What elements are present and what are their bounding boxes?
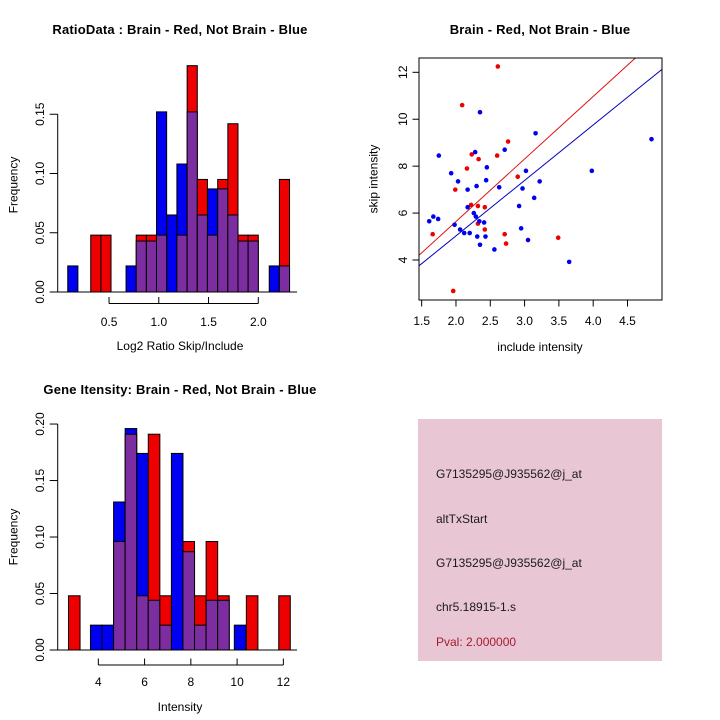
scatter-point bbox=[495, 153, 500, 158]
fit-lines-group bbox=[419, 57, 662, 266]
y-tick-label: 6 bbox=[396, 209, 410, 217]
histogram-bar bbox=[91, 235, 101, 292]
scatter-ylabel: skip intensity bbox=[366, 144, 381, 214]
histogram-bar-overlap bbox=[218, 189, 228, 292]
histogram-bar-overlap bbox=[195, 625, 207, 650]
scatter-point bbox=[532, 196, 537, 201]
scatter-point bbox=[453, 187, 458, 192]
histogram-bar-overlap bbox=[183, 552, 195, 650]
pval-line: Pval: 2.000000 bbox=[436, 635, 517, 649]
scatter-point bbox=[496, 64, 501, 69]
histogram-bar-overlap bbox=[160, 625, 172, 650]
histogram-bar-overlap bbox=[146, 241, 156, 292]
histogram-bar-overlap bbox=[136, 241, 146, 292]
y-tick-label: 0.15 bbox=[33, 102, 47, 126]
scatter-point bbox=[483, 234, 488, 239]
scatter-point bbox=[451, 289, 456, 294]
scatter-point bbox=[526, 238, 531, 243]
scatter-title: Brain - Red, Not Brain - Blue bbox=[449, 22, 631, 37]
scatter-point bbox=[537, 179, 542, 184]
scatter-point bbox=[556, 235, 561, 240]
histogram-bar bbox=[246, 596, 258, 650]
scatter-point bbox=[449, 171, 454, 176]
scatter-point bbox=[474, 184, 479, 189]
x-tick-label: 0.5 bbox=[100, 315, 118, 329]
x-tick-label: 3.5 bbox=[550, 314, 568, 328]
x-tick-label: 12 bbox=[276, 675, 291, 689]
histogram-bar-overlap bbox=[206, 600, 218, 650]
scatter-point bbox=[465, 205, 470, 210]
histogram-bar-overlap bbox=[248, 241, 258, 292]
scatter-point bbox=[485, 165, 490, 170]
x-tick-label: 4.5 bbox=[619, 314, 636, 328]
info-panel bbox=[418, 419, 662, 661]
y-tick-label: 12 bbox=[396, 65, 410, 79]
location-line: chr5.18915-1.s bbox=[436, 600, 517, 614]
x-tick-label: 2.0 bbox=[249, 315, 267, 329]
scatter-point bbox=[506, 139, 511, 144]
y-tick-label: 8 bbox=[396, 162, 410, 170]
scatter-point bbox=[533, 131, 538, 136]
y-tick-label: 0.10 bbox=[33, 525, 47, 549]
scatter-point bbox=[519, 226, 524, 231]
scatter-point bbox=[649, 137, 654, 142]
x-tick-label: 4 bbox=[94, 675, 102, 689]
scatter-point bbox=[567, 260, 572, 265]
scatter-point bbox=[477, 219, 482, 224]
scatter-point bbox=[484, 178, 489, 183]
x-tick-label: 1.5 bbox=[413, 314, 431, 328]
scatter-point bbox=[504, 241, 509, 246]
scatter-point bbox=[462, 231, 467, 236]
histogram-bar bbox=[126, 266, 136, 292]
gene-histogram-title: Gene Itensity: Brain - Red, Not Brain - Blue bbox=[43, 382, 317, 397]
x-tick-label: 6 bbox=[141, 675, 148, 689]
histogram-bar bbox=[68, 266, 78, 292]
histogram-bar-overlap bbox=[279, 266, 289, 292]
gene-intensity-histogram-chart bbox=[0, 360, 360, 720]
y-tick-label: 0.00 bbox=[33, 280, 47, 304]
scatter-xlabel: include intensity bbox=[497, 340, 583, 354]
scatter-point bbox=[502, 147, 507, 152]
histogram-bar-overlap bbox=[156, 235, 166, 292]
scatter-point bbox=[502, 232, 507, 237]
scatter-point bbox=[460, 103, 465, 108]
event-type-line: altTxStart bbox=[436, 512, 488, 526]
scatter-point bbox=[456, 179, 461, 184]
histogram-bar-overlap bbox=[207, 235, 217, 292]
intensity-scatter-chart bbox=[360, 0, 720, 360]
ratio-histogram-title: RatioData : Brain - Red, Not Brain - Blue bbox=[52, 22, 308, 37]
scatter-point bbox=[465, 187, 470, 192]
y-tick-label: 4 bbox=[396, 256, 410, 264]
histogram-bar bbox=[101, 235, 111, 292]
y-tick-label: 10 bbox=[396, 112, 410, 126]
probe-id-line-2: G7135295@J935562@j_at bbox=[436, 556, 582, 570]
histogram-bar bbox=[234, 625, 246, 650]
gene-histogram-xlabel: Intensity bbox=[157, 700, 203, 714]
x-tick-label: 3.0 bbox=[516, 314, 533, 328]
scatter-point bbox=[482, 227, 487, 232]
probe-id-line: G7135295@J935562@j_at bbox=[436, 467, 582, 481]
histogram-bar-overlap bbox=[218, 600, 230, 650]
scatter-point bbox=[520, 186, 525, 191]
histogram-bar bbox=[90, 625, 102, 650]
scatter-point bbox=[492, 247, 497, 252]
y-tick-label: 0.05 bbox=[33, 221, 47, 245]
x-tick-label: 1.5 bbox=[200, 315, 217, 329]
brain-fit-line bbox=[419, 57, 636, 255]
x-tick-label: 8 bbox=[187, 675, 195, 689]
scatter-point bbox=[430, 232, 435, 237]
scatter-point bbox=[458, 227, 463, 232]
histogram-bar bbox=[269, 266, 279, 292]
x-tick-label: 2.5 bbox=[481, 314, 499, 328]
ratio-histogram-chart bbox=[0, 0, 360, 360]
scatter-point bbox=[482, 205, 487, 210]
histogram-bar bbox=[171, 453, 183, 650]
gene-histogram-ylabel: Frequency bbox=[6, 508, 21, 566]
scatter-point bbox=[436, 217, 441, 222]
histogram-bar bbox=[279, 596, 291, 650]
scatter-point bbox=[437, 153, 442, 158]
x-tick-label: 1.0 bbox=[150, 315, 168, 329]
scatter-point bbox=[431, 214, 436, 219]
scatter-point bbox=[475, 234, 480, 239]
scatter-point bbox=[476, 204, 481, 209]
scatter-point bbox=[524, 169, 529, 174]
histogram-bar-overlap bbox=[228, 215, 238, 292]
histogram-bar-overlap bbox=[125, 434, 137, 650]
histogram-bar bbox=[68, 596, 80, 650]
scatter-point bbox=[478, 242, 483, 247]
plot-box bbox=[419, 58, 662, 300]
scatter-point bbox=[473, 150, 478, 155]
histogram-bar-overlap bbox=[187, 112, 197, 292]
x-tick-label: 2.0 bbox=[447, 314, 465, 328]
scatter-point bbox=[482, 220, 487, 225]
scatter-point bbox=[515, 174, 520, 179]
ratio-histogram-ylabel: Frequency bbox=[6, 156, 21, 214]
ratio-histogram-xlabel: Log2 Ratio Skip/Include bbox=[116, 339, 244, 353]
y-tick-label: 0.00 bbox=[33, 638, 47, 662]
x-tick-label: 10 bbox=[230, 675, 244, 689]
histogram-bar-overlap bbox=[148, 600, 160, 650]
x-tick-label: 4.0 bbox=[584, 314, 602, 328]
scatter-point bbox=[467, 231, 472, 236]
histogram-bar-overlap bbox=[197, 215, 207, 292]
y-tick-label: 0.15 bbox=[33, 468, 47, 493]
histogram-bar-overlap bbox=[137, 596, 149, 650]
histogram-bar-overlap bbox=[177, 235, 187, 292]
scatter-point bbox=[427, 219, 432, 224]
histogram-bar-overlap bbox=[114, 542, 126, 650]
scatter-point bbox=[452, 223, 457, 228]
scatter-point bbox=[478, 110, 483, 115]
y-tick-label: 0.20 bbox=[33, 412, 47, 436]
scatter-point bbox=[517, 204, 522, 209]
not-brain-fit-line bbox=[419, 69, 662, 265]
scatter-point bbox=[474, 214, 479, 219]
histogram-bar bbox=[102, 625, 114, 650]
histogram-bar-overlap bbox=[238, 241, 248, 292]
histogram-bar bbox=[167, 215, 177, 292]
scatter-point bbox=[465, 166, 470, 171]
y-tick-label: 0.05 bbox=[33, 581, 47, 606]
y-tick-label: 0.10 bbox=[33, 161, 47, 186]
scatter-point bbox=[476, 157, 481, 162]
scatter-point bbox=[590, 169, 595, 174]
scatter-point bbox=[497, 185, 502, 190]
